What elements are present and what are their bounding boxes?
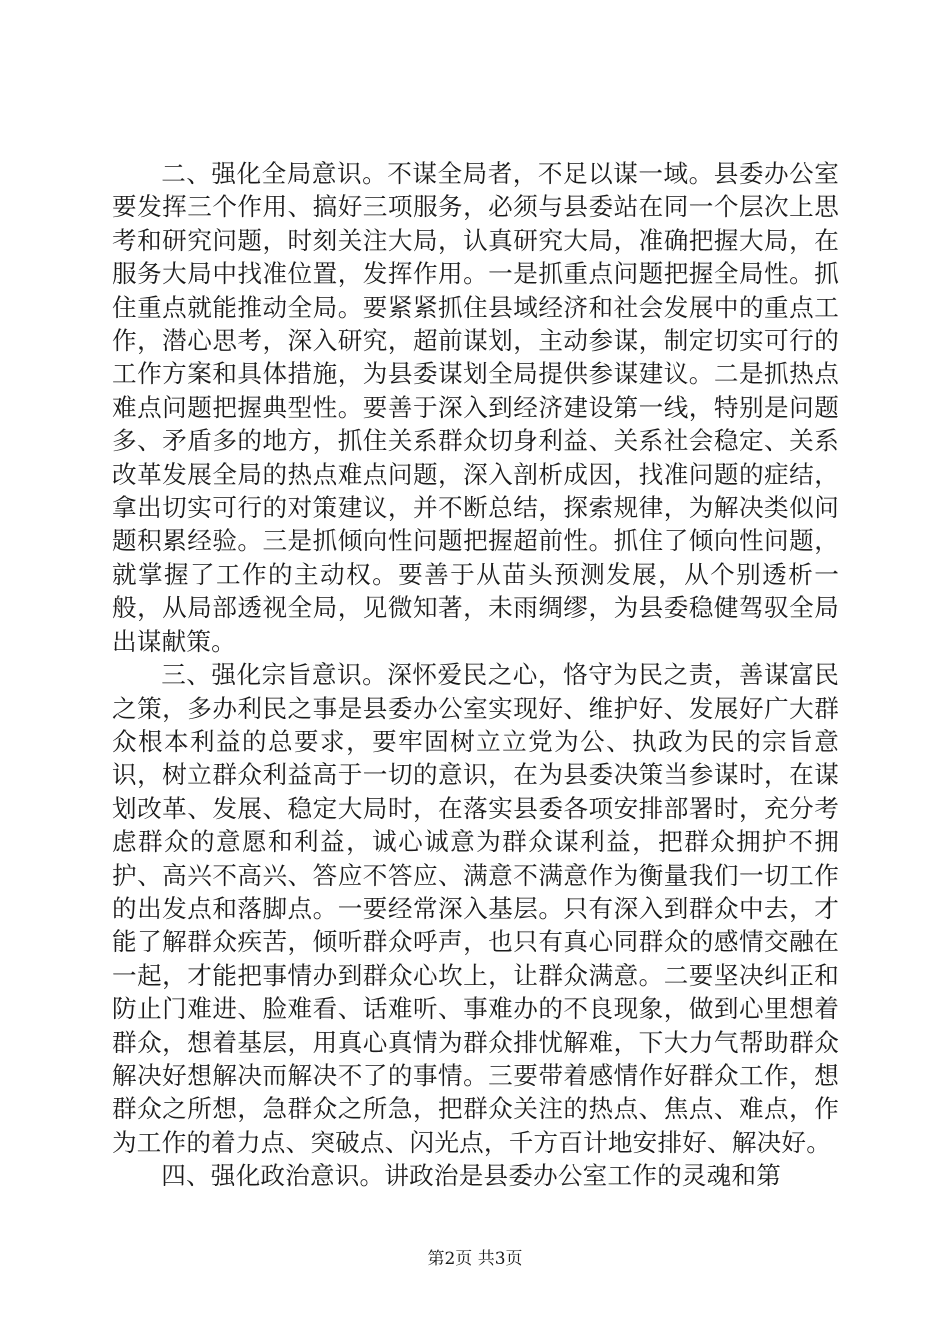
page-footer: 第2页 共3页	[427, 1249, 523, 1269]
paragraph-global-awareness: 二、强化全局意识。不谋全局者，不足以谋一域。县委办公室要发挥三个作用、搞好三项服务，必须与县委站在同一个层次上思考和研究问题，时刻关注大局，认真研究大局，准确把握大局，在服务大局中找准位置，发挥作用。一是抓重点问题把握全局性。抓住重点就能推动全局。要紧紧抓住县域经济和社会发展中的重点工作，潜心思考，深入研究，超前谋划，主动参谋，制定切实可行的工作方案和具体措施，为县委谋划全局提供参谋建议。二是抓热点难点问题把握典型性。要善于深入到经济建设第一线，特别是问题多、矛盾多的地方，抓住关系群众切身利益、关系社会稳定、关系改革发展全局的热点难点问题，深入剖析成因，找准问题的症结，拿出切实可行的对策建议，并不断总结，探索规律，为解决类似问题积累经验。三是抓倾向性问题把握超前性。抓住了倾向性问题，就掌握了工作的主动权。要善于从苗头预测发展，从个别透析一般，从局部透视全局，见微知著，未雨绸缪，为县委稳健驾驭全局出谋献策。	[112, 159, 839, 656]
paragraph-purpose-awareness: 三、强化宗旨意识。深怀爱民之心，恪守为民之责，善谋富民之策，多办利民之事是县委办公室实现好、维护好、发展好广大群众根本利益的总要求，要牢固树立立党为公、执政为民的宗旨意识，树立群众利益高于一切的意识，在为县委决策当参谋时，在谋划改革、发展、稳定大局时，在落实县委各项安排部署时，充分考虑群众的意愿和利益，诚心诚意为群众谋利益，把群众拥护不拥护、高兴不高兴、答应不答应、满意不满意作为衡量我们一切工作的出发点和落脚点。一要经常深入基层。只有深入到群众中去，才能了解群众疾苦，倾听群众呼声，也只有真心同群众的感情交融在一起，才能把事情办到群众心坎上，让群众满意。二要坚决纠正和防止门难进、脸难看、话难听、事难办的不良现象，做到心里想着群众，想着基层，用真心真情为群众排忧解难，下大力气帮助群众解决好想解决而解决不了的事情。三要带着感情作好群众工作，想群众之所想，急群众之所急，把群众关注的热点、焦点、难点，作为工作的着力点、突破点、闪光点，千方百计地安排好、解决好。	[112, 660, 839, 1157]
paragraph-political-awareness: 四、强化政治意识。讲政治是县委办公室工作的灵魂和第	[161, 1161, 782, 1191]
document-body	[112, 157, 839, 1193]
